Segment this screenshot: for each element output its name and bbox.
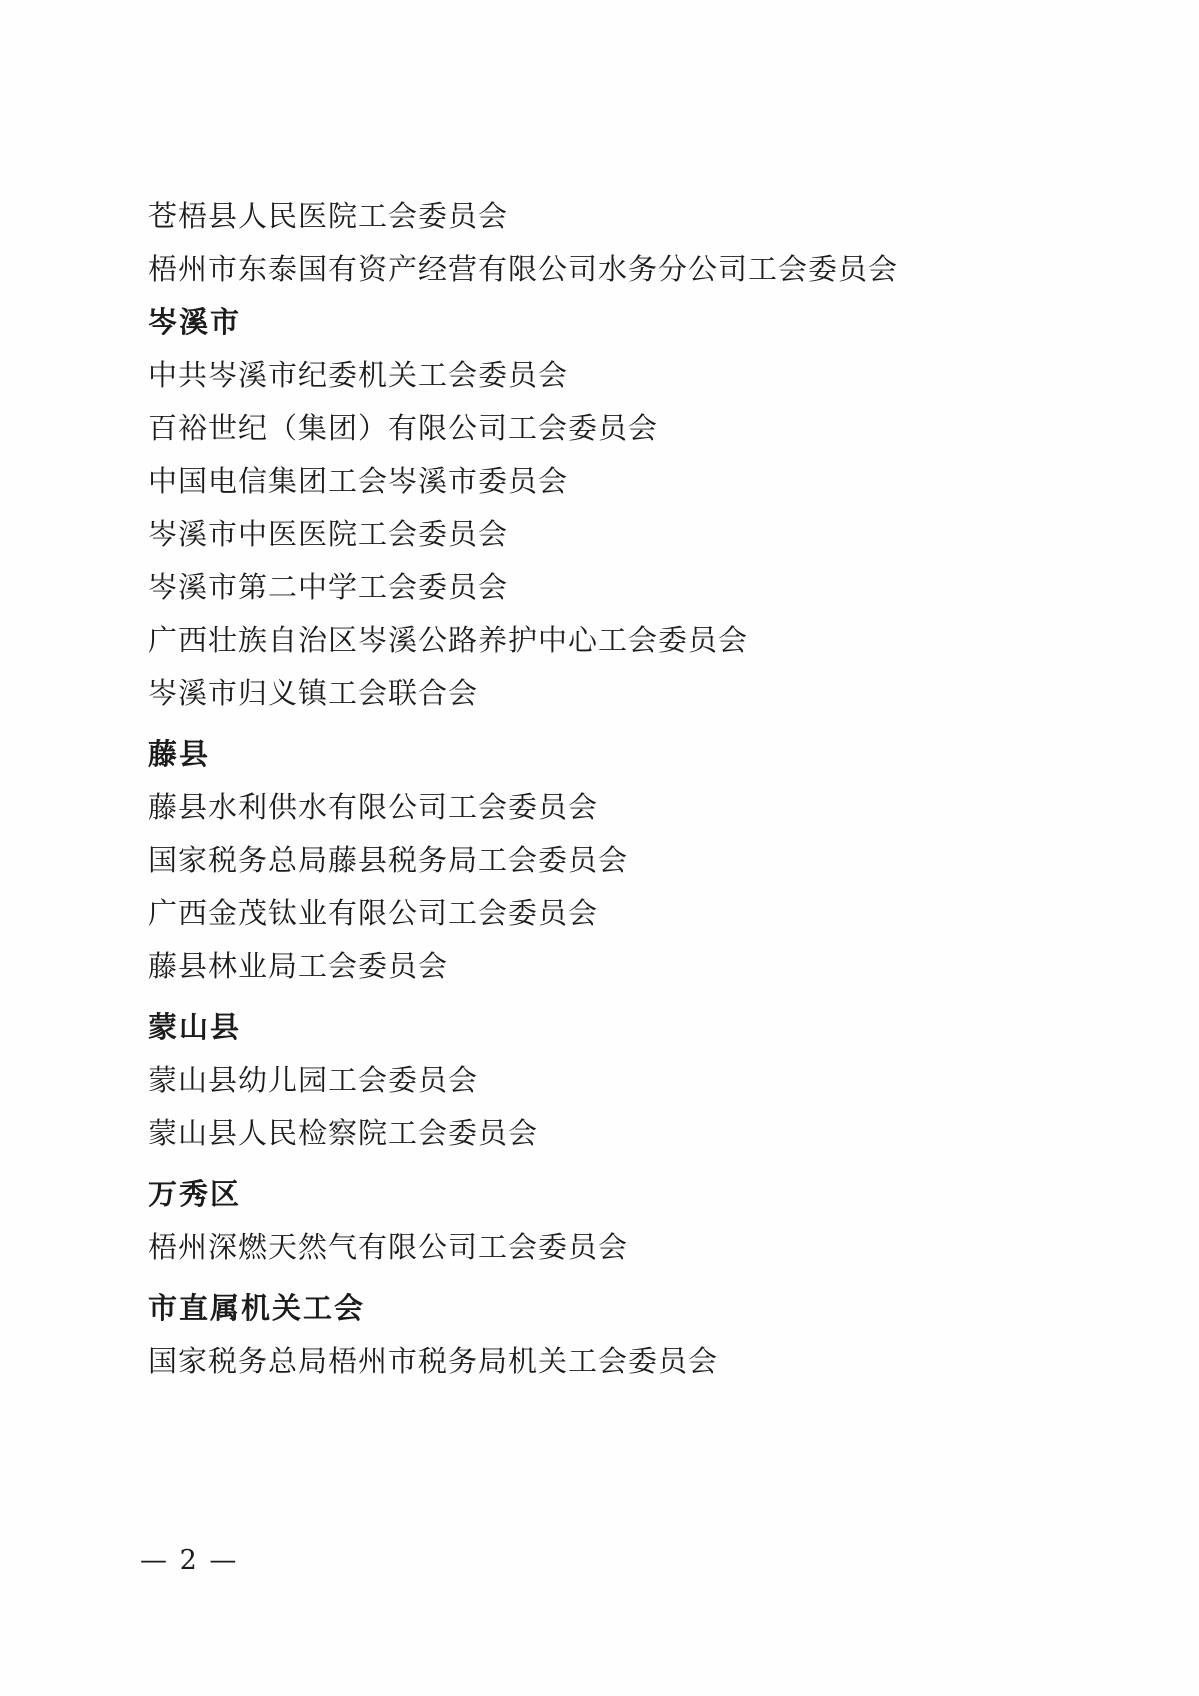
list-item: 百裕世纪（集团）有限公司工会委员会 (148, 411, 659, 445)
list-item: 藤县水利供水有限公司工会委员会 (148, 790, 599, 824)
page-number: — 2 — (140, 1545, 239, 1576)
document-body (140, 190, 1040, 1388)
list-item: 苍梧县人民医院工会委员会 (148, 199, 509, 233)
section-heading: 藤县 (148, 737, 211, 771)
list-item: 梧州深燃天然气有限公司工会委员会 (148, 1230, 629, 1264)
list-item: 中国电信集团工会岑溪市委员会 (148, 464, 569, 498)
list-item: 藤县林业局工会委员会 (148, 949, 449, 983)
list-item: 梧州市东泰国有资产经营有限公司水务分公司工会委员会 (148, 252, 899, 286)
list-item: 岑溪市归义镇工会联合会 (148, 676, 479, 710)
list-item: 国家税务总局梧州市税务局机关工会委员会 (148, 1344, 719, 1378)
list-item: 中共岑溪市纪委机关工会委员会 (148, 358, 569, 392)
section-heading: 岑溪市 (148, 305, 242, 339)
list-item: 国家税务总局藤县税务局工会委员会 (148, 843, 629, 877)
list-item: 岑溪市中医医院工会委员会 (148, 517, 509, 551)
list-item: 广西金茂钛业有限公司工会委员会 (148, 896, 599, 930)
list-item: 岑溪市第二中学工会委员会 (148, 570, 509, 604)
section-heading: 万秀区 (148, 1177, 242, 1211)
section-heading: 市直属机关工会 (148, 1291, 366, 1325)
section-heading: 蒙山县 (148, 1010, 242, 1044)
list-item: 蒙山县人民检察院工会委员会 (148, 1116, 539, 1150)
list-item: 蒙山县幼儿园工会委员会 (148, 1063, 479, 1097)
list-item: 广西壮族自治区岑溪公路养护中心工会委员会 (148, 623, 749, 657)
